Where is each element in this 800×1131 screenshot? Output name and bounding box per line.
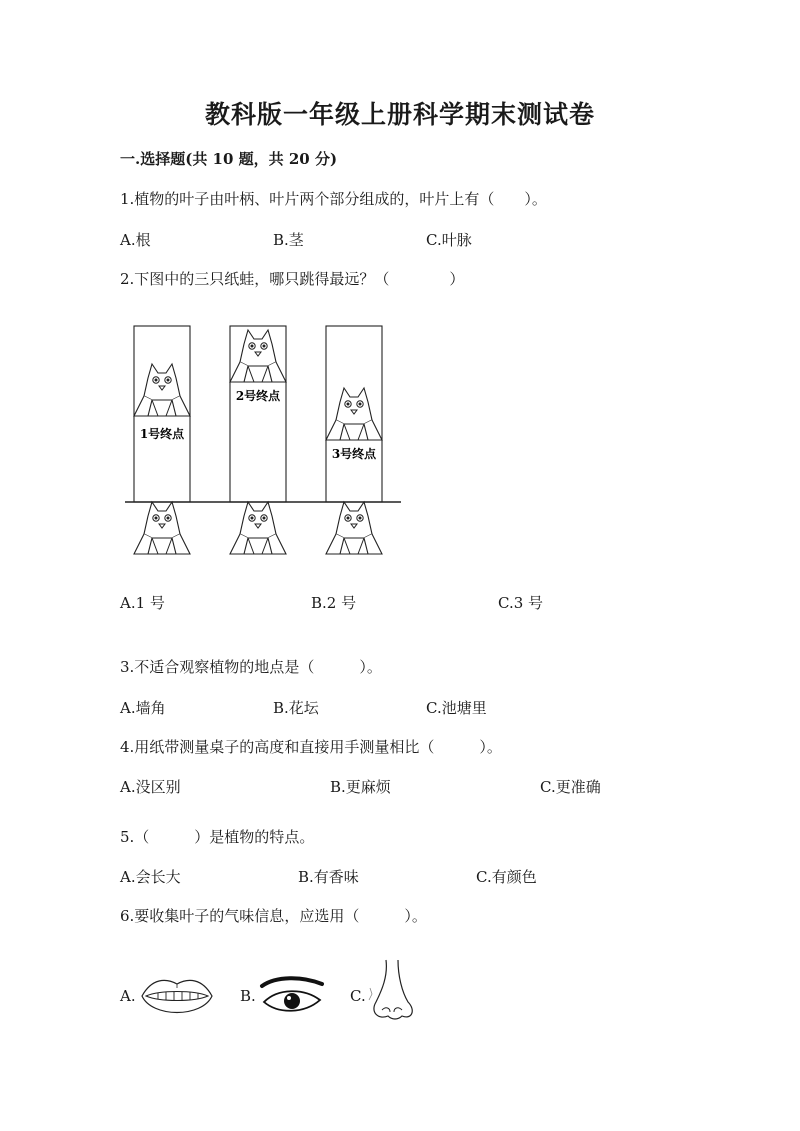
- page-title: 教科版一年级上册科学期末测试卷: [204, 100, 595, 129]
- question-5-stem: 5.（ ）是植物的特点。: [120, 828, 315, 846]
- finish-label-1: 1号终点: [139, 427, 185, 441]
- section-heading: 一.选择题(共 10 题，共 20 分): [120, 150, 338, 168]
- question-6-option-c[interactable]: C.: [350, 987, 366, 1005]
- nose-icon[interactable]: [366, 958, 418, 1024]
- question-4-option-b[interactable]: B.更麻烦: [330, 778, 391, 796]
- question-4-option-c[interactable]: C.更准确: [540, 778, 601, 796]
- frog-3-finish-icon: [326, 388, 382, 440]
- question-3-option-a[interactable]: A.墙角: [120, 699, 166, 717]
- question-3-option-c[interactable]: C.池塘里: [426, 699, 487, 717]
- question-6-stem: 6.要收集叶子的气味信息，应选用（ ）。: [120, 907, 427, 925]
- question-5-option-b[interactable]: B.有香味: [298, 868, 359, 886]
- question-1-option-b[interactable]: B.茎: [273, 231, 304, 249]
- mouth-icon[interactable]: [138, 972, 216, 1022]
- question-2-option-b[interactable]: B.2 号: [311, 594, 357, 612]
- finish-label-3: 3号终点: [331, 447, 377, 461]
- frog-1-finish-icon: [134, 364, 190, 416]
- question-1-option-c[interactable]: C.叶脉: [426, 231, 472, 249]
- frog-2-finish-icon: [230, 330, 286, 382]
- question-1-option-a[interactable]: A.根: [120, 231, 151, 249]
- question-3-stem: 3.不适合观察植物的地点是（ ）。: [120, 658, 382, 676]
- frog-3-start-icon: [326, 502, 382, 554]
- question-2-option-a[interactable]: A.1 号: [120, 594, 165, 612]
- finish-label-2: 2号终点: [235, 389, 281, 403]
- paper-frog-jump-figure: [120, 318, 410, 563]
- eye-icon[interactable]: [258, 976, 326, 1020]
- question-6-option-b[interactable]: B.: [240, 987, 256, 1005]
- frog-2-start-icon: [230, 502, 286, 554]
- question-6-option-a[interactable]: A.: [120, 987, 136, 1005]
- question-5-option-c[interactable]: C.有颜色: [476, 868, 537, 886]
- question-4-stem: 4.用纸带测量桌子的高度和直接用手测量相比（ ）。: [120, 738, 502, 756]
- frog-1-start-icon: [134, 502, 190, 554]
- question-4-option-a[interactable]: A.没区别: [120, 778, 181, 796]
- question-1-stem: 1.植物的叶子由叶柄、叶片两个部分组成的，叶片上有（ ）。: [120, 190, 547, 208]
- question-5-option-a[interactable]: A.会长大: [120, 868, 181, 886]
- question-2-option-c[interactable]: C.3 号: [498, 594, 544, 612]
- question-2-stem: 2.下图中的三只纸蛙，哪只跳得最远？（ ）: [120, 270, 465, 288]
- question-3-option-b[interactable]: B.花坛: [273, 699, 319, 717]
